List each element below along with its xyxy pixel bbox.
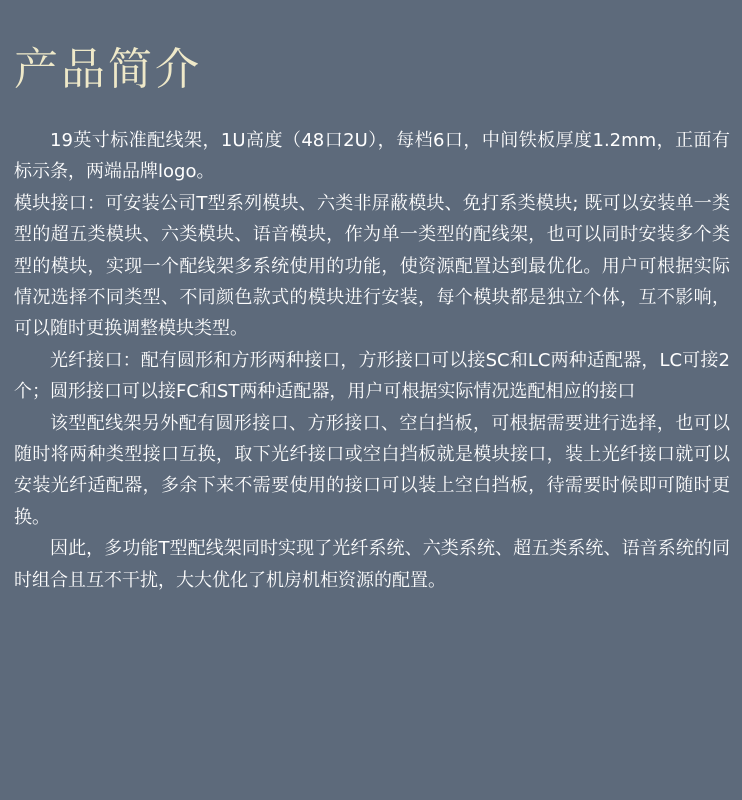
paragraph-conclusion: 因此，多功能T型配线架同时实现了光纤系统、六类系统、超五类系统、语音系统的同时组合且互不干扰，大大优化了机房机柜资源的配置。 <box>14 538 730 591</box>
paragraph-accessories: 该型配线架另外配有圆形接口、方形接口、空白挡板，可根据需要进行选择，也可以随时将两种类型接口互换，取下光纤接口或空白挡板就是模块接口，装上光纤接口就可以安装光纤适配器，多余下来不需要使用的接口可以装上空白挡板，待需要时候即可随时更换。 <box>14 412 730 528</box>
paragraph-fiber-interface: 光纤接口：配有圆形和方形两种接口，方形接口可以接SC和LC两种适配器，LC可接2个；圆形接口可以接FC和ST两种适配器，用户可根据实际情况选配相应的接口 <box>14 349 730 403</box>
paragraph-specs: 19英寸标准配线架，1U高度（48口2U），每档6口，中间铁板厚度1.2mm，正面有标示条，两端品牌logo。 <box>14 130 730 183</box>
intro-body <box>14 125 730 596</box>
paragraph-module-interface: 模块接口：可安装公司T型系列模块、六类非屏蔽模块、免打系类模块; 既可以安装单一类型的超五类模块、六类模块、语音模块，作为单一类型的配线架，也可以同时安装多个类型的模块，实现一个配线架多系统使用的功能，使资源配置达到最优化。用户可根据实际情况选择不同类型、不同颜色款式的模块进行安装，每个模块都是独立个体，互不影响，可以随时更换调整模块类型。 <box>14 192 730 340</box>
page-title: 产品简介 <box>14 44 202 95</box>
